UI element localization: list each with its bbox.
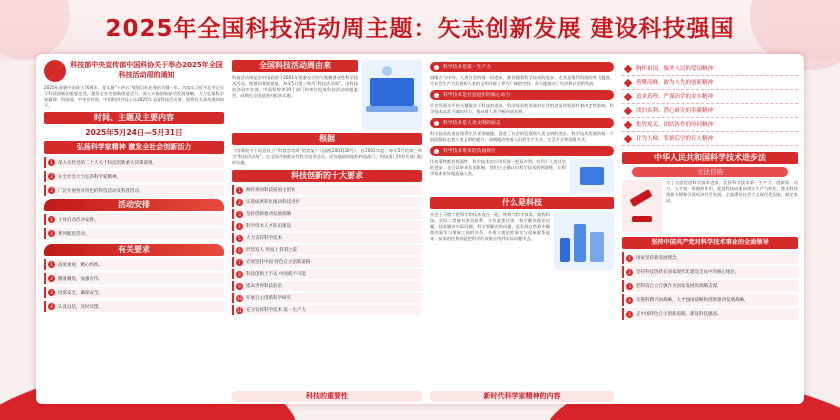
origin-text: 科技活动周是由中国政府于2001年批准设立的大规模群众性科学技术活动。根据国务院批复，每年5月第三周为“科技活动周”，由科技部会同中宣部、中国科协等19个部门和单位组成科技活动周组委会，同期在全国范围内组织实施。 [232,75,358,98]
list-item: 2 坚持科技创新在国家现代化建设全局中的核心地位， [622,266,798,278]
circuit-illustration-icon [570,159,614,193]
list-item: 1 国家坚持新发展理念， [622,252,798,264]
spirit-list [622,62,798,146]
section-bar-productivity: 科学技术是第一生产力 [430,62,614,72]
list-item: 5 大力支持科学技术 [232,233,422,243]
list-item: 6 形势迫人 形而上者谓之道 [232,245,422,255]
list-item: 7 必须坚持中国 特色自主创新道路 [232,257,422,267]
activity-header: 活动安排 [44,199,224,211]
column-origin [232,54,422,404]
list-item: 2 在全社会大力弘扬科学家精神。 [44,171,224,182]
section-bar-civilization: 科学技术是人类文明的标志 [430,118,614,128]
list-item: 1 高度重视，精心组织。 [44,259,224,270]
purpose-text: 为了全面促进科学技术进步，发挥科学技术第一生产力、创新第一动力、人才第一资源的作用，促进科技成果向现实生产力转化，推动科技创新支撑和引领经济社会发展，全面建设社会主义现代化国家，制定本法。 [666,180,798,203]
basis-header: 根据 [232,133,422,145]
list-item: 9 提高世界科技前沿 [232,281,422,291]
activity-list [44,214,224,239]
party-leadership-header: 坚持中国共产党对科学技术事业的全面领导 [622,237,798,249]
list-item: 1 主场启动活动安排。 [44,214,224,225]
list-item: 4 认真总结，及时反馈。 [44,301,224,312]
main-content-list [44,157,224,196]
content-board [36,54,804,404]
negative-text: 任何事物都有两面性，科学技术的应用发展一把双刃剑，有利于人类社会的进步，也可以带来负面影响。我们应正确认识科学技术的两面性，让科学技术更好地造福人类。 [430,159,566,176]
theme-bar: 弘扬科学家精神 激发全社会创新活力 [44,141,224,154]
basis-text: 《国务院关于同意设立“科技活动周”的批复》（国函[2001]30号），自2001年起，每年5月的第三周为“科技活动周”，在全国开展群众性科学技术活动。而各地政府组织科技部门、科技部门和有关部门组织实施。 [232,148,422,165]
list-item: 3 广泛开展各具特色的科技活动及科普活动。 [44,185,224,196]
list-item: 1 深入宣传党的二十大关于科技创新重大决策部署。 [44,157,224,168]
requirements-ten-header: 科技创新的十大要求 [232,170,422,182]
civilization-text: 科学技术的进步使得生活更加便捷，促进了社会的发展和人类文明的进步。科学技术发展的每一个阶段都标志着人类文明的提升，深刻地改变着人们的生产方式、生活方式和思维方式。 [430,131,614,142]
purpose-header: 立法目的 [632,167,788,177]
origin-section [232,60,422,130]
law-header: 中华人民共和国科学技术进步法 [622,152,798,164]
requirements-header: 有关要求 [44,244,224,256]
section-bar-core-power: 科学技术是社会进步的核心动力 [430,90,614,100]
list-item: 11 充分发挥科学技术 第一生产力 [232,305,422,315]
gavel-icon [622,180,662,232]
origin-header: 全国科技活动周由来 [232,60,358,72]
list-item: 勇攀高峰、敢为人先的创新精神 [622,76,798,90]
city-illustration-icon [554,212,614,270]
list-item: 集智攻关、团结协作的协同精神 [622,118,798,132]
core-power-text: 社会发展水平的关键取决于科技的进步，科学技术的发展对社会的进步和发展有着决定性影响。科学技术以其不竭的动力，推动着人类不断向前发展。 [430,103,614,114]
list-item: 追求真理、严谨治学的求实精神 [622,90,798,104]
list-item: 甘为人梯、奖掖后学的育人精神 [622,132,798,146]
list-item: 10 开展自主创新科学研究 [232,293,422,303]
scientist-spirit-header: 新时代科学家精神的内容 [430,391,614,402]
list-item: 1 胸怀祖国科技报国主创业 [232,185,422,195]
column-notice [44,54,224,404]
importance-header: 科技的重要性 [232,391,422,402]
section-bar-negative: 科学技术带来的负面效应 [430,146,614,156]
what-is-tech-text: 社会上习惯于把科学和技术连在一起，统称为科学技术，简称科技。实际二者既有密切联系，又有重要区别。科学解决理论问题，技术解决实际问题。科学要解决的问题，是发现自然界中确凿的事实与现象之间的关系，并建立理论把事实与现象联系起来；技术的任务则是把科学的成果应用到实际问题中去。 [430,212,550,241]
ten-requirements-list [232,185,422,315]
list-item: 4 科学技术人才队伍建设 [232,221,422,231]
party-list [622,252,798,320]
notice-intro: 2025年是新中国成立76周年，是实施“十四五”规划目标任务的关键一年。为落实习近平总书记关于科技创新的重要论述，激发全社会创新创造活力，深入实施创新驱动发展战略，大力弘扬科学家精神，科技部、中央宣传部、中国科协共同主办2025年全国科技活动周，现将有关事项通知如下。 [44,85,224,108]
date-range: 2025年5月24日—5月31日 [85,128,183,137]
page-title: 2025年全国科技活动周主题：矢志创新发展 建设科技强国 [105,16,735,42]
list-item: 2 系列配套活动。 [44,228,224,239]
list-item: 2 实现成果转化推动科技进步 [232,197,422,207]
list-item: 3 坚持创新驱动发展战略 [232,209,422,219]
productivity-text: 放眼古今中外，人类社会的每一项进步，都伴随着科学技术的进步。尤其是现代科技的突飞猛进，为社会生产力发展和人类的文明开辟了更为广阔的空间，有力地推动了经济和社会的发展。 [430,75,614,86]
list-item: 3 把科技自立自强作为国家发展的战略支撑， [622,280,798,292]
emblem-icon [44,60,66,82]
column-law [622,54,798,404]
notice-header [44,60,224,82]
laptop-illustration-icon [362,60,422,130]
what-is-tech-header: 什么是科技 [430,197,614,209]
list-item: 4 实施科教兴国战略、人才强国战略和创新驱动发展战略， [622,294,798,306]
list-item: 2 精准聚焦，加强宣传。 [44,273,224,284]
list-item: 3 同密安全，确保安全。 [44,287,224,298]
time-header: 时间、主题及主要内容 [44,112,224,124]
requirements-list [44,259,224,312]
list-item: 胸怀祖国、服务人民的爱国精神 [622,62,798,76]
notice-title: 科技部中央宣传部中国科协关于举办2025年全国科技活动周的通知 [70,61,223,79]
list-item: 淡泊名利、潜心研究的奉献精神 [622,104,798,118]
list-item: 5 走中国特色自主创新道路，建设科技强国。 [622,308,798,320]
list-item: 8 科技创新上不去 中国就不可能 [232,269,422,279]
column-science [430,54,614,404]
